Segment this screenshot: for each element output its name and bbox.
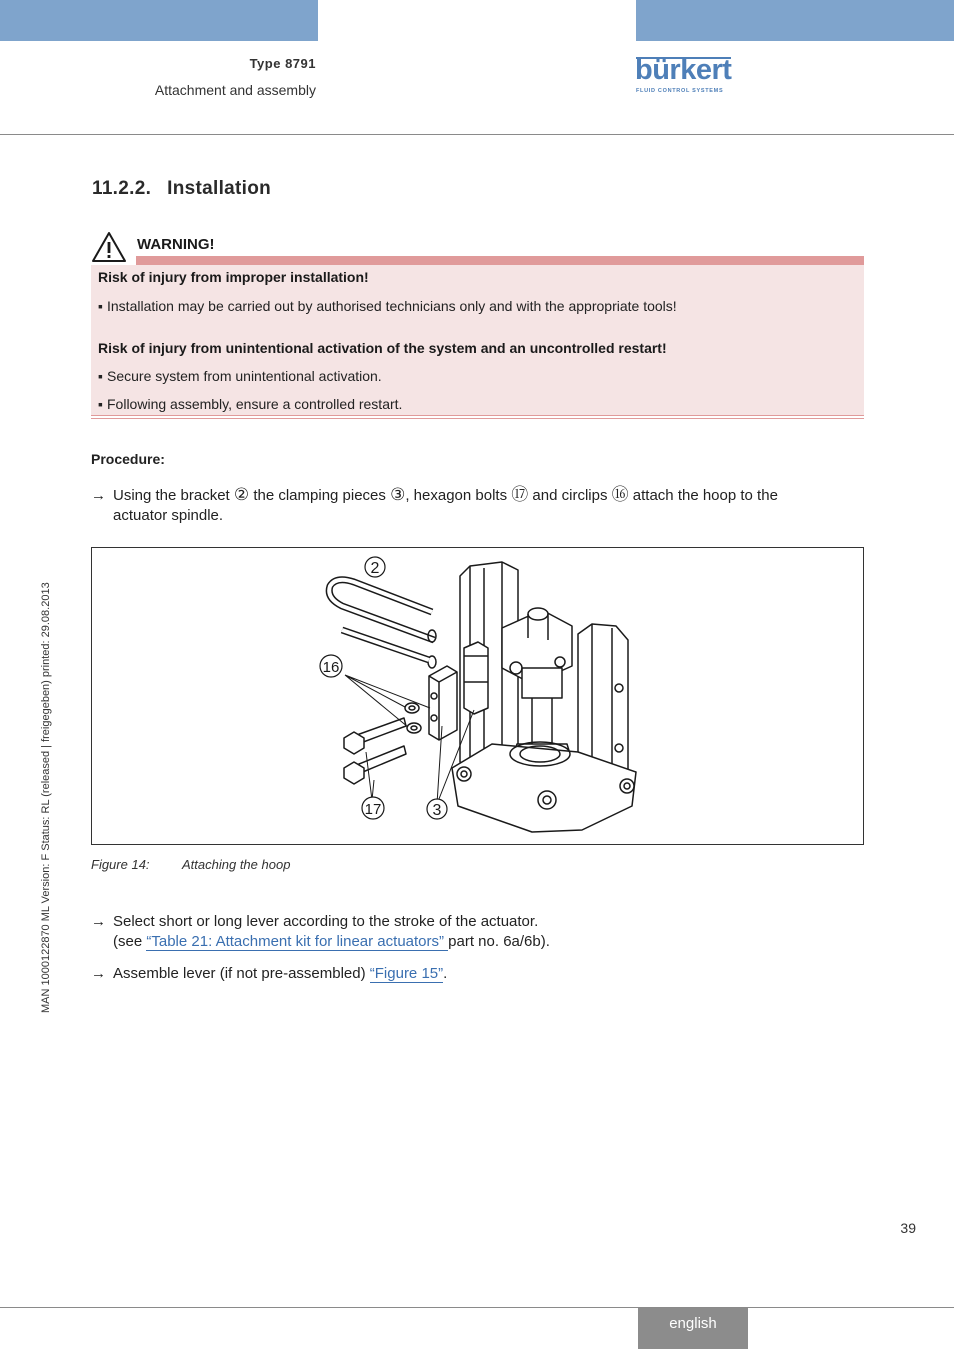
step-text: Assemble lever (if not pre-assembled) (113, 965, 370, 982)
step-text: attach the hoop to the (628, 487, 778, 504)
side-document-info: MAN 1000122870 ML Version: F Status: RL (released | freigegeben) printed: 29.08.2013 (40, 582, 52, 1013)
bullet-marker: ▪ (98, 368, 103, 384)
callout-3: ③ (390, 485, 406, 504)
arrow-icon: → (91, 913, 106, 930)
step-text: , hexagon bolts (405, 487, 512, 504)
procedure-step-3 (91, 964, 447, 984)
step-text: (see (113, 933, 147, 950)
header-bar-right (636, 0, 954, 41)
callout-16: ⑯ (611, 485, 629, 504)
header-divider (0, 134, 954, 135)
step-text: Select short or long lever according to the stroke of the actuator. (113, 913, 539, 930)
figure-caption-label: Figure 14: (91, 857, 150, 872)
callout-2: ② (233, 485, 250, 504)
header-bar-left (0, 0, 318, 41)
warning-bullet (98, 298, 677, 314)
warning-box (91, 265, 864, 416)
logo-tagline: FLUID CONTROL SYSTEMS (636, 88, 724, 94)
procedure-label: Procedure: (91, 451, 165, 467)
figure-callout-16: 16 (322, 659, 340, 676)
figure-callout-2: 2 (370, 560, 380, 577)
step-text: . (443, 965, 448, 982)
callout-17: ⑰ (511, 485, 529, 504)
warning-triangle-icon (91, 231, 127, 263)
figure-callout-3: 3 (432, 802, 442, 819)
step-text: and circlips (528, 487, 612, 504)
warning-label: WARNING! (137, 236, 215, 253)
risk-heading-2: Risk of injury from unintentional activation of the system and an uncontrolled restart! (98, 340, 667, 356)
section-title: Installation (167, 178, 272, 199)
figure-caption-text: Attaching the hoop (182, 857, 291, 872)
warning-bottom-rule (91, 418, 864, 419)
section-heading (92, 178, 271, 200)
step-text-continued (91, 932, 550, 952)
page-number: 39 (900, 1220, 916, 1236)
assembly-drawing (92, 548, 863, 844)
logo-wordmark: bürkert (635, 54, 732, 86)
figure-15-link[interactable]: “Figure 15” (369, 965, 444, 982)
bullet-text: Installation may be carried out by authorised technicians only and with the appropriate tools! (107, 298, 677, 314)
language-label: english (669, 1315, 717, 1332)
procedure-step-2 (91, 912, 550, 952)
arrow-icon: → (91, 487, 106, 504)
risk-heading-1: Risk of injury from improper installation! (98, 269, 369, 285)
bullet-text: Secure system from unintentional activation. (107, 368, 382, 384)
step-text: the clamping pieces (249, 487, 391, 504)
language-tab (638, 1308, 748, 1349)
warning-bullet (98, 368, 382, 384)
bullet-marker: ▪ (98, 396, 103, 412)
step-text-continued: actuator spindle. (113, 507, 224, 524)
procedure-step-1 (91, 485, 778, 526)
step-text: part no. 6a/6b). (448, 933, 550, 950)
figure-caption (91, 857, 290, 872)
figure-hoop-attachment (91, 547, 864, 845)
arrow-icon: → (91, 965, 106, 982)
step-text: Using the bracket (113, 487, 234, 504)
table-21-link[interactable]: “Table 21: Attachment kit for linear actuators” (146, 933, 449, 950)
warning-bullet (98, 396, 402, 412)
warning-strip (136, 256, 864, 265)
figure-callout-17: 17 (364, 801, 382, 818)
footer-divider (0, 1307, 954, 1308)
doc-subtitle: Attachment and assembly (154, 82, 316, 98)
bullet-text: Following assembly, ensure a controlled restart. (107, 396, 403, 412)
doc-type: Type 8791 (249, 56, 316, 71)
burkert-logo (635, 54, 746, 98)
bullet-marker: ▪ (98, 298, 103, 314)
section-number: 11.2.2. (92, 178, 152, 199)
